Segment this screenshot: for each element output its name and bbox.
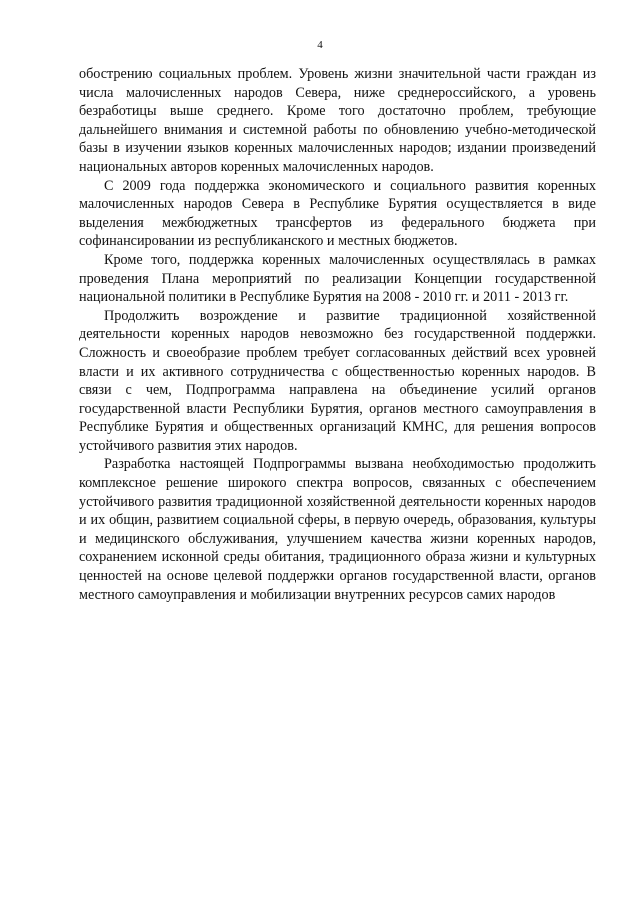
paragraph: Продолжить возрождение и развитие традиционной хозяйственной деятельности коренных народов невозможно без государственной поддержки. Сложность и своеобразие проблем требует согласованных действий всех уровней власти и их активного сотрудничества с общественностью коренных народов. В связи с чем, Подпрограмма направлена на объединение усилий органов государственной власти Республики Бурятия, органов местного самоуправления в Республике Бурятия и общественных организаций КМНС, для решения вопросов устойчивого развития этих народов. — [79, 307, 596, 454]
paragraph: Кроме того, поддержка коренных малочисленных осуществлялась в рамках проведения Плана мероприятий по реализации Концепции государственной национальной политики в Республике Бурятия на 2008 - 2010 гг. и 2011 - 2013 гг. — [79, 251, 596, 306]
paragraph: обострению социальных проблем. Уровень жизни значительной части граждан из числа малочисленных народов Севера, ниже среднероссийского, а уровень безработицы выше среднего. Кроме того достаточно проблем, требующие дальнейшего внимания и системной работы по обновлению учебно-методической базы в изучении языков коренных малочисленных народов; издании произведений национальных авторов коренных малочисленных народов. — [79, 66, 596, 175]
paragraph: С 2009 года поддержка экономического и социального развития коренных малочисленных народов Севера в Республике Бурятия осуществляется в виде выделения межбюджетных трансфертов из федерального бюджета при софинансировании из республиканского и местных бюджетов. — [79, 177, 596, 250]
paragraph: Разработка настоящей Подпрограммы вызвана необходимостью продолжить комплексное решение широкого спектра вопросов, связанных с обеспечением устойчивого развития традиционной хозяйственной деятельности коренных народов и их общин, развитием социальной сферы, в первую очередь, образования, культуры и медицинского обслуживания, улучшением качества жизни коренных народов, сохранением исконной среды обитания, традиционного образа жизни и культурных ценностей на основе целевой поддержки органов государственной власти, органов местного самоуправления и мобилизации внутренних ресурсов самих народов — [79, 456, 596, 603]
body-text — [79, 65, 596, 604]
page-number: 4 — [317, 39, 323, 51]
